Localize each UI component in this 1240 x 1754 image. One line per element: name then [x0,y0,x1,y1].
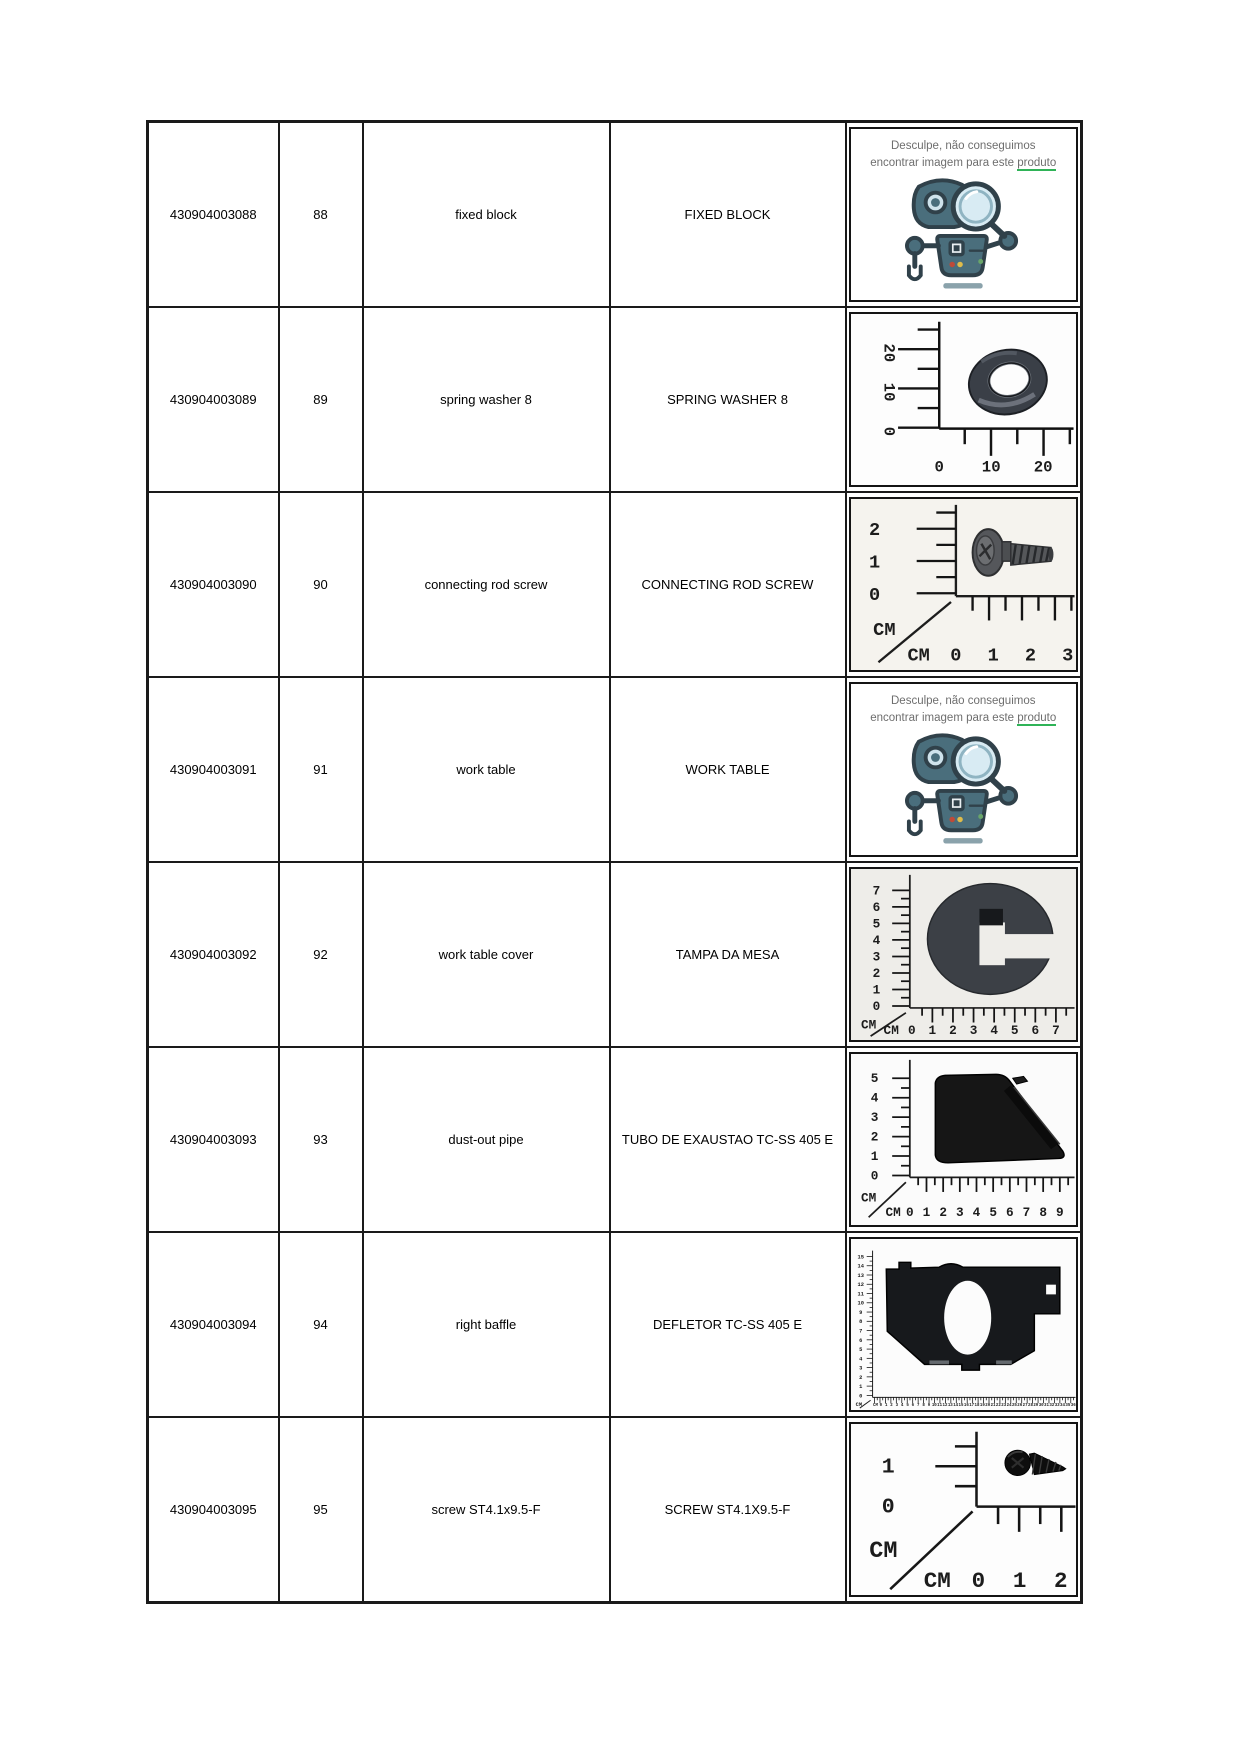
svg-text:8: 8 [921,1404,925,1409]
part-name-en: fixed block [363,122,610,308]
part-index: 94 [279,1232,363,1417]
part-index: 91 [279,677,363,862]
part-code: 430904003091 [148,677,279,862]
svg-text:CM: CM [906,645,930,667]
svg-text:7: 7 [1051,1023,1060,1039]
svg-text:6: 6 [911,1404,914,1409]
connecting-rod-screw-photo [849,497,1079,672]
svg-text:1: 1 [881,1455,895,1480]
part-index: 89 [279,307,363,492]
svg-text:16: 16 [963,1404,969,1409]
svg-text:7: 7 [916,1404,919,1409]
part-code: 430904003088 [148,122,279,308]
svg-text:3: 3 [969,1023,977,1039]
part-index: 88 [279,122,363,308]
table-row [148,122,1082,308]
part-image-cell [846,1232,1082,1417]
svg-text:CM: CM [885,1205,901,1221]
svg-text:5: 5 [872,916,880,932]
table-row [148,307,1082,492]
svg-text:5: 5 [870,1071,878,1087]
svg-text:0: 0 [870,1168,878,1184]
robot-not-found-icon [888,173,1038,291]
part-code: 430904003093 [148,1047,279,1232]
part-name-desc: FIXED BLOCK [610,122,846,308]
part-name-desc: SCREW ST4.1X9.5-F [610,1417,846,1603]
svg-text:1: 1 [1012,1568,1026,1595]
part-image-cell [846,677,1082,862]
svg-text:24: 24 [1006,1404,1012,1409]
svg-text:1: 1 [872,982,880,998]
spring-washer-photo [849,312,1079,487]
svg-text:3: 3 [1061,645,1073,667]
svg-text:9: 9 [1055,1205,1064,1221]
svg-text:2: 2 [868,520,880,541]
svg-text:3: 3 [872,949,880,965]
part-code: 430904003090 [148,492,279,677]
part-name-desc: TUBO DE EXAUSTAO TC-SS 405 E [610,1047,846,1232]
part-image-cell [846,862,1082,1047]
placeholder-line2: encontrar imagem para este [870,711,1015,724]
part-code: 430904003089 [148,307,279,492]
part-image-cell [846,307,1082,492]
svg-text:31: 31 [1043,1404,1049,1409]
svg-text:0: 0 [858,1393,862,1400]
svg-text:7: 7 [858,1328,862,1335]
part-image-cell [846,492,1082,677]
svg-text:10: 10 [857,1300,864,1307]
svg-text:7: 7 [872,883,880,899]
svg-text:CM: CM [872,1404,878,1409]
svg-text:5: 5 [858,1347,862,1354]
svg-text:0: 0 [905,1205,914,1221]
svg-text:15: 15 [857,1254,864,1261]
svg-text:10: 10 [931,1404,937,1409]
svg-text:5: 5 [988,1205,997,1221]
svg-text:11: 11 [857,1291,864,1298]
placeholder-produto-link[interactable]: produto [1017,711,1057,724]
svg-text:9: 9 [927,1404,930,1409]
svg-text:CM: CM [855,1402,862,1409]
svg-text:2: 2 [1024,645,1036,667]
svg-text:1: 1 [884,1404,887,1409]
svg-text:0: 0 [872,998,880,1014]
svg-text:0: 0 [971,1568,985,1595]
svg-text:6: 6 [1005,1205,1014,1221]
svg-text:0: 0 [934,458,944,477]
svg-text:2: 2 [948,1023,957,1039]
part-image-cell [846,122,1082,308]
svg-text:14: 14 [857,1263,864,1270]
svg-text:0: 0 [949,645,961,667]
svg-text:5: 5 [905,1404,909,1409]
part-image-cell [846,1417,1082,1603]
svg-text:CM: CM [868,1539,897,1566]
work-table-cover-photo [849,867,1079,1042]
svg-text:CM: CM [872,620,896,641]
svg-text:4: 4 [972,1205,980,1221]
part-name-en: connecting rod screw [363,492,610,677]
svg-text:5: 5 [1010,1023,1019,1039]
part-index: 90 [279,492,363,677]
svg-text:33: 33 [1054,1404,1060,1409]
svg-text:32: 32 [1048,1404,1054,1409]
svg-text:8: 8 [858,1319,862,1326]
part-name-desc: WORK TABLE [610,677,846,862]
parts-table [146,120,1083,1604]
placeholder-line1: Desculpe, não conseguimos [891,695,1036,707]
svg-text:7: 7 [1022,1205,1030,1221]
svg-text:CM: CM [860,1190,876,1206]
part-name-en: dust-out pipe [363,1047,610,1232]
svg-text:19: 19 [979,1404,985,1409]
svg-text:3: 3 [895,1404,898,1409]
svg-text:1: 1 [928,1023,936,1039]
part-image-cell [846,1047,1082,1232]
placeholder-caption [851,684,1077,726]
part-name-desc: TAMPA DA MESA [610,862,846,1047]
part-code: 430904003092 [148,862,279,1047]
svg-text:9: 9 [858,1310,862,1316]
svg-text:25: 25 [1011,1404,1017,1409]
part-name-en: work table cover [363,862,610,1047]
part-code: 430904003094 [148,1232,279,1417]
svg-text:13: 13 [947,1404,953,1409]
svg-text:12: 12 [857,1282,864,1289]
svg-text:0: 0 [878,426,897,437]
svg-text:0: 0 [907,1023,916,1039]
svg-text:3: 3 [955,1205,964,1221]
svg-text:4: 4 [870,1090,878,1106]
table-row [148,492,1082,677]
image-not-found-placeholder [849,127,1079,302]
part-name-en: right baffle [363,1232,610,1417]
svg-text:CM: CM [860,1017,876,1033]
svg-text:6: 6 [1030,1023,1039,1039]
svg-text:11: 11 [936,1404,942,1409]
svg-text:CM: CM [923,1568,951,1595]
svg-text:2: 2 [1053,1568,1068,1595]
svg-text:0: 0 [879,1404,882,1409]
svg-text:20: 20 [1033,458,1053,477]
dust-out-pipe-photo [849,1052,1079,1227]
part-name-en: screw ST4.1x9.5-F [363,1417,610,1603]
part-index: 93 [279,1047,363,1232]
placeholder-caption [851,129,1077,171]
table-row [148,1232,1082,1417]
svg-text:1: 1 [868,552,880,574]
svg-text:22: 22 [995,1404,1001,1409]
svg-text:8: 8 [1038,1205,1047,1221]
svg-text:35: 35 [1064,1404,1070,1409]
svg-text:13: 13 [857,1272,864,1279]
part-name-desc: SPRING WASHER 8 [610,307,846,492]
svg-text:3: 3 [858,1365,862,1372]
right-baffle-photo [849,1237,1079,1412]
svg-text:3: 3 [870,1110,878,1126]
part-name-en: work table [363,677,610,862]
svg-text:26: 26 [1016,1404,1022,1409]
svg-text:1: 1 [922,1205,930,1221]
table-row [148,1047,1082,1232]
svg-text:1: 1 [870,1148,878,1164]
svg-text:CM: CM [883,1023,899,1039]
svg-text:6: 6 [872,899,880,915]
svg-text:2: 2 [858,1374,862,1381]
placeholder-produto-link[interactable]: produto [1017,156,1057,169]
svg-text:17: 17 [968,1404,974,1409]
part-index: 92 [279,862,363,1047]
part-code: 430904003095 [148,1417,279,1603]
svg-text:36: 36 [1070,1404,1076,1409]
svg-text:30: 30 [1038,1404,1044,1409]
placeholder-line1: Desculpe, não conseguimos [891,140,1036,152]
svg-text:21: 21 [990,1404,996,1409]
svg-text:12: 12 [942,1404,947,1409]
svg-text:15: 15 [958,1404,963,1409]
image-not-found-placeholder [849,682,1079,857]
svg-text:4: 4 [872,932,880,948]
table-row [148,1417,1082,1603]
svg-text:29: 29 [1032,1404,1038,1409]
svg-text:0: 0 [868,584,880,606]
part-name-desc: CONNECTING ROD SCREW [610,492,846,677]
svg-text:1: 1 [987,645,999,667]
svg-text:6: 6 [858,1337,862,1344]
svg-text:0: 0 [881,1495,895,1520]
svg-text:4: 4 [858,1356,862,1363]
robot-not-found-icon [888,728,1038,846]
tapping-screw-photo [849,1422,1079,1597]
svg-text:4: 4 [900,1404,903,1409]
table-row [148,862,1082,1047]
svg-text:2: 2 [889,1404,893,1409]
svg-text:18: 18 [974,1404,979,1409]
svg-text:27: 27 [1022,1404,1028,1409]
svg-text:28: 28 [1027,1404,1033,1409]
svg-text:10: 10 [878,382,897,402]
part-name-desc: DEFLETOR TC-SS 405 E [610,1232,846,1417]
svg-text:4: 4 [989,1023,998,1039]
svg-text:20: 20 [984,1404,990,1409]
svg-text:14: 14 [952,1404,958,1409]
svg-text:23: 23 [1000,1404,1006,1409]
svg-text:1: 1 [858,1384,862,1391]
placeholder-line2: encontrar imagem para este [870,156,1015,169]
svg-text:2: 2 [872,965,880,981]
svg-text:2: 2 [870,1129,878,1145]
part-name-en: spring washer 8 [363,307,610,492]
table-row [148,677,1082,862]
svg-text:10: 10 [981,458,1001,477]
svg-text:34: 34 [1059,1404,1065,1409]
svg-text:2: 2 [938,1205,947,1221]
part-index: 95 [279,1417,363,1603]
svg-text:20: 20 [878,343,897,363]
